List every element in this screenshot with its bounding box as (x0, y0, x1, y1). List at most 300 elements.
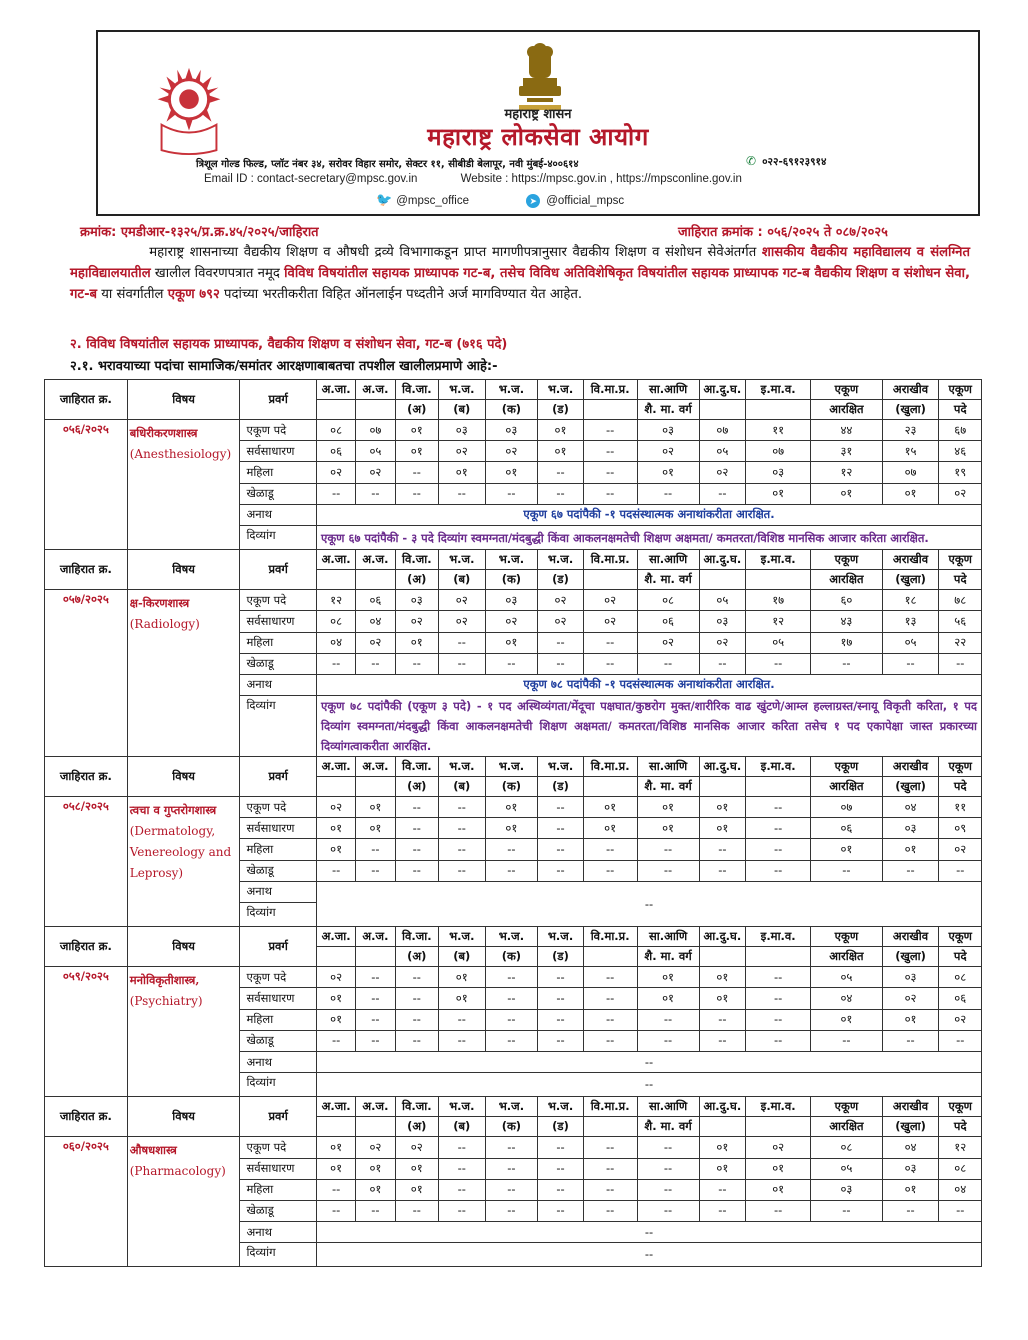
table-cell: ४३ (811, 611, 882, 632)
category-label: सर्वसाधारण (240, 988, 317, 1009)
col-header: आ.दु.घ. (699, 757, 746, 777)
col-header-sub: (ड) (538, 400, 584, 420)
subject-marathi: मनोविकृतीशास्त्र, (129, 973, 200, 988)
table-cell: -- (939, 653, 982, 674)
col-header: आ.दु.घ. (699, 380, 746, 400)
table-cell: ०१ (699, 1158, 746, 1179)
table-cell: -- (316, 1030, 355, 1051)
table-cell: ०८ (939, 1158, 982, 1179)
disability-note: एकूण ७८ पदांपैकी (एकूण ३ पदे) - १ पद अस्थिव्यंगता/मेंदूचा पक्षघात/कुष्ठरोग मुक्त/शारीरिक वाढ खुंटणे/आम्ल हल्लाग्रस्त/स्नायू विकृती करिता, १ पद दिव्यांग स्वमग्नता/मंदबुद्धी किंवा आकलनक्षमतेची शिक्षण अक्षमता/ कमतरता/विशिष्ठ मानसिक आजार करिता तसेच १ पद एकापेक्षा जास्त प्रकारच्या दिव्यांगत्वाकरीता आरक्षित. (316, 696, 981, 757)
advertisement-number: ०५८/२०२५ (45, 797, 128, 927)
twitter-handle[interactable]: @mpsc_office (396, 195, 470, 207)
col-header: इ.मा.व. (746, 757, 811, 777)
table-cell: -- (485, 839, 538, 860)
table-cell: ०१ (485, 797, 538, 818)
orphan-note: -- (316, 881, 981, 926)
col-header-sub: (ब) (439, 570, 486, 590)
table-cell: -- (485, 483, 538, 504)
table-cell: ०१ (583, 797, 637, 818)
table-cell: ०३ (485, 590, 538, 611)
table-cell: -- (485, 653, 538, 674)
table-cell: १२ (316, 590, 355, 611)
table-cell: ०८ (637, 590, 699, 611)
table-cell: ०६ (811, 818, 882, 839)
table-cell: -- (811, 1200, 882, 1221)
col-header-sub: शै. मा. वर्ग (637, 570, 699, 590)
col-header: भ.ज. (538, 550, 584, 570)
table-cell: ०३ (882, 1158, 939, 1179)
table-cell: ०१ (583, 818, 637, 839)
subject-english: (Dermatology, Venereology and Leprosy) (129, 824, 232, 881)
subject-cell (127, 590, 240, 757)
col-header-sub: (अ) (395, 777, 438, 797)
table-cell: ०१ (316, 1009, 355, 1030)
col-header: भ.ज. (485, 1097, 538, 1117)
table-cell: -- (538, 1179, 584, 1200)
table-cell: ०८ (811, 1137, 882, 1158)
table-cell: ७८ (939, 590, 982, 611)
subject-english: (Pharmacology) (129, 1164, 226, 1179)
subject-marathi: त्वचा व गुप्तरोगशास्त्र (129, 803, 217, 818)
col-header-sub: (क) (485, 570, 538, 590)
col-header: आ.दु.घ. (699, 927, 746, 947)
table-cell: -- (746, 967, 811, 988)
table-cell: ०१ (746, 483, 811, 504)
table-cell: -- (439, 839, 486, 860)
col-header-sub: (ड) (538, 777, 584, 797)
table-cell: ०१ (395, 441, 438, 462)
subject-cell (127, 420, 240, 550)
col-adv-header: जाहिरात क्र. (45, 1097, 128, 1137)
table-cell: ०९ (939, 818, 982, 839)
category-label: सर्वसाधारण (240, 818, 317, 839)
table-cell: -- (395, 860, 438, 881)
col-header: अ.ज. (356, 380, 395, 400)
table-cell: -- (637, 1200, 699, 1221)
col-header-sub (356, 400, 395, 420)
disability-note: -- (316, 1073, 981, 1097)
phone (746, 154, 826, 169)
table-cell: ०१ (316, 1137, 355, 1158)
col-header-sub: (ड) (538, 947, 584, 967)
category-label: खेळाडू (240, 653, 317, 674)
col-header: अ.जा. (316, 757, 355, 777)
col-header: अराखीव (882, 1097, 939, 1117)
col-header: भ.ज. (485, 380, 538, 400)
table-cell: ०३ (485, 420, 538, 441)
table-cell: १७ (746, 590, 811, 611)
table-cell: ०५ (882, 632, 939, 653)
table-cell: ०१ (395, 1158, 438, 1179)
category-label: महिला (240, 632, 317, 653)
table-cell: ०१ (538, 420, 584, 441)
reservation-table (44, 379, 982, 1267)
table-cell: -- (637, 839, 699, 860)
table-cell: -- (538, 483, 584, 504)
col-header-sub: पदे (939, 777, 982, 797)
section-2-heading: २. विविध विषयांतील सहायक प्राध्यापक, वैद्यकीय शिक्षण व संशोधन सेवा, गट-ब (७१६ पदे) (70, 337, 508, 352)
telegram-icon: ➤ (526, 194, 540, 208)
reference-number: क्रमांक: एमडीआर-१३२५/प्र.क्र.४५/२०२५/जाहिरात (80, 225, 319, 240)
category-label: एकूण पदे (240, 420, 317, 441)
table-cell: ०२ (637, 632, 699, 653)
table-cell: -- (316, 860, 355, 881)
col-header-sub (316, 400, 355, 420)
table-cell: ०२ (316, 462, 355, 483)
table-cell: -- (699, 1200, 746, 1221)
table-cell: -- (699, 860, 746, 881)
col-header: वि.मा.प्र. (583, 1097, 637, 1117)
col-header: सा.आणि (637, 1097, 699, 1117)
table-cell: १२ (746, 611, 811, 632)
col-header-sub: (खुला) (882, 400, 939, 420)
table-cell: ०१ (316, 1158, 355, 1179)
table-cell: ०२ (356, 632, 395, 653)
col-header-sub: (ब) (439, 777, 486, 797)
table-cell: ११ (746, 420, 811, 441)
table-cell: ०२ (637, 441, 699, 462)
table-cell: -- (439, 1030, 486, 1051)
category-label: दिव्यांग (240, 1243, 317, 1267)
table-cell: ०५ (356, 441, 395, 462)
col-header: इ.मा.व. (746, 550, 811, 570)
col-header-sub (699, 570, 746, 590)
table-cell: -- (699, 483, 746, 504)
orphan-note: -- (316, 1222, 981, 1243)
table-cell: -- (746, 1030, 811, 1051)
intro-bold-2: विविध विषयांतील सहायक प्राध्यापक गट-ब, तसेच विविध अतिविशेषिकृत विषयांतील सहायक प्राध्यापक गट-ब वैद्यकीय शिक्षण व संशोधन सेवा, गट-ब (70, 266, 970, 303)
subject-english: (Psychiatry) (129, 994, 203, 1009)
col-header-sub: पदे (939, 570, 982, 590)
col-header-sub (356, 570, 395, 590)
col-adv-header: जाहिरात क्र. (45, 927, 128, 967)
subject-cell (127, 1137, 240, 1267)
table-cell: -- (583, 462, 637, 483)
table-cell: -- (439, 818, 486, 839)
col-header: एकूण (811, 757, 882, 777)
col-header-sub: आरक्षित (811, 777, 882, 797)
category-label: दिव्यांग (240, 696, 317, 757)
table-cell: ०१ (746, 1158, 811, 1179)
table-cell: ०३ (395, 590, 438, 611)
category-label: महिला (240, 1179, 317, 1200)
table-cell: ०१ (746, 1179, 811, 1200)
col-header-sub (316, 947, 355, 967)
table-cell: १३ (882, 611, 939, 632)
col-header: अ.जा. (316, 550, 355, 570)
table-cell: ०२ (939, 483, 982, 504)
table-cell: -- (939, 1030, 982, 1051)
table-cell: -- (538, 462, 584, 483)
col-header: वि.जा. (395, 757, 438, 777)
col-header-sub: (ड) (538, 570, 584, 590)
table-cell: -- (583, 653, 637, 674)
table-cell: ०१ (356, 818, 395, 839)
table-cell: -- (538, 1030, 584, 1051)
intro-bold-3: एकूण ७९२ (167, 287, 220, 303)
table-cell: ४६ (939, 441, 982, 462)
col-header: अ.ज. (356, 927, 395, 947)
col-header: भ.ज. (485, 550, 538, 570)
table-header-row (45, 927, 982, 947)
table-cell: ०१ (439, 462, 486, 483)
category-label: महिला (240, 462, 317, 483)
table-cell: -- (746, 860, 811, 881)
col-header: वि.जा. (395, 380, 438, 400)
table-cell: -- (395, 1200, 438, 1221)
subject-english: (Anesthesiology) (129, 447, 232, 461)
category-label: दिव्यांग (240, 903, 317, 927)
col-category-header: प्रवर्ग (240, 757, 317, 797)
table-cell: ०१ (538, 441, 584, 462)
subject-english: (Radiology) (129, 617, 200, 632)
table-cell: -- (439, 632, 486, 653)
col-header: वि.जा. (395, 1097, 438, 1117)
letterhead (96, 30, 980, 216)
table-row (45, 420, 982, 441)
table-cell: ०२ (699, 632, 746, 653)
table-cell: ०१ (637, 818, 699, 839)
col-header: भ.ज. (538, 927, 584, 947)
col-header: एकूण (939, 550, 982, 570)
col-header-sub: पदे (939, 1117, 982, 1137)
col-subject-header: विषय (127, 927, 240, 967)
col-header: एकूण (811, 550, 882, 570)
col-header-sub: शै. मा. वर्ग (637, 777, 699, 797)
table-cell: ०५ (699, 441, 746, 462)
col-header-sub (316, 1117, 355, 1137)
table-cell: -- (939, 1200, 982, 1221)
table-cell: -- (538, 988, 584, 1009)
table-cell: ०२ (439, 590, 486, 611)
col-header: आ.दु.घ. (699, 1097, 746, 1117)
category-label: एकूण पदे (240, 590, 317, 611)
table-cell: -- (316, 1200, 355, 1221)
col-header: एकूण (939, 757, 982, 777)
table-cell: -- (356, 1200, 395, 1221)
orphan-note: -- (316, 1051, 981, 1072)
table-cell: ०१ (811, 839, 882, 860)
category-label: महिला (240, 839, 317, 860)
advertisement-number: ०५६/२०२५ (45, 420, 128, 550)
telegram-handle[interactable]: @official_mpsc (546, 195, 625, 207)
table-cell: ०३ (439, 420, 486, 441)
table-cell: -- (485, 1200, 538, 1221)
website-link[interactable]: Website : https://mpsc.gov.in , https://mpsconline.gov.in (460, 173, 742, 185)
table-cell: -- (699, 1030, 746, 1051)
table-cell: १२ (939, 1137, 982, 1158)
table-cell: ०१ (356, 1179, 395, 1200)
category-label: खेळाडू (240, 483, 317, 504)
col-header-sub: (क) (485, 947, 538, 967)
table-cell: ०३ (699, 611, 746, 632)
col-header: आ.दु.घ. (699, 550, 746, 570)
table-cell: ०१ (637, 967, 699, 988)
table-cell: ०४ (811, 988, 882, 1009)
table-cell: -- (356, 860, 395, 881)
col-header-sub: (अ) (395, 400, 438, 420)
table-cell: -- (356, 839, 395, 860)
table-cell: ५६ (939, 611, 982, 632)
col-header-sub: (क) (485, 777, 538, 797)
table-cell: ०३ (746, 462, 811, 483)
category-label: अनाथ (240, 504, 317, 525)
col-header: अ.ज. (356, 757, 395, 777)
table-cell: ०१ (811, 1009, 882, 1030)
table-cell: -- (637, 1179, 699, 1200)
col-adv-header: जाहिरात क्र. (45, 757, 128, 797)
col-header-sub (699, 1117, 746, 1137)
col-header-sub (583, 777, 637, 797)
table-cell: -- (485, 967, 538, 988)
table-row (45, 797, 982, 818)
table-cell: ०१ (637, 797, 699, 818)
col-header-sub (746, 1117, 811, 1137)
table-cell: -- (583, 420, 637, 441)
table-cell: -- (356, 967, 395, 988)
table-cell: २२ (939, 632, 982, 653)
table-cell: ०२ (485, 611, 538, 632)
table-cell: -- (356, 1030, 395, 1051)
table-cell: -- (583, 483, 637, 504)
table-cell: -- (439, 1137, 486, 1158)
table-cell: १५ (882, 441, 939, 462)
col-header: सा.आणि (637, 757, 699, 777)
col-header-sub (356, 777, 395, 797)
table-cell: ०२ (882, 988, 939, 1009)
table-cell: ०१ (439, 967, 486, 988)
col-header: सा.आणि (637, 927, 699, 947)
table-cell: -- (356, 988, 395, 1009)
table-cell: -- (395, 1009, 438, 1030)
col-header-sub (583, 400, 637, 420)
col-adv-header: जाहिरात क्र. (45, 380, 128, 420)
email-link[interactable]: Email ID : contact-secretary@mpsc.gov.in (204, 173, 418, 185)
category-label: अनाथ (240, 1222, 317, 1243)
table-cell: ०६ (356, 590, 395, 611)
col-header: भ.ज. (485, 757, 538, 777)
col-header: इ.मा.व. (746, 927, 811, 947)
table-cell: ०२ (485, 441, 538, 462)
col-header: अराखीव (882, 380, 939, 400)
table-cell: ०७ (699, 420, 746, 441)
table-cell: ३१ (811, 441, 882, 462)
table-cell: ०१ (485, 818, 538, 839)
table-cell: ०२ (583, 611, 637, 632)
table-cell: -- (356, 1009, 395, 1030)
table-cell: ०२ (356, 1137, 395, 1158)
phone-icon: ✆ (746, 154, 757, 168)
table-cell: ०३ (811, 1179, 882, 1200)
social-line (376, 192, 624, 208)
col-category-header: प्रवर्ग (240, 927, 317, 967)
table-cell: ०२ (538, 611, 584, 632)
table-header-row (45, 757, 982, 777)
col-header-sub: (ब) (439, 947, 486, 967)
col-header: अ.ज. (356, 1097, 395, 1117)
table-cell: ०१ (316, 818, 355, 839)
table-cell: -- (583, 839, 637, 860)
table-cell: ०२ (939, 1009, 982, 1030)
advertisement-number: ०५९/२०२५ (45, 967, 128, 1097)
advertisement-range: जाहिरात क्रमांक : ०५६/२०२५ ते ०८७/२०२५ (678, 225, 888, 240)
table-cell: -- (583, 967, 637, 988)
subject-marathi: क्ष-किरणशास्त्र (129, 596, 190, 611)
col-header-sub: पदे (939, 947, 982, 967)
table-cell: ०१ (699, 967, 746, 988)
table-cell: ०१ (485, 632, 538, 653)
table-cell: ०४ (882, 797, 939, 818)
table-cell: -- (583, 1200, 637, 1221)
table-cell: -- (746, 818, 811, 839)
table-cell: ०१ (811, 483, 882, 504)
table-cell: -- (395, 967, 438, 988)
category-label: खेळाडू (240, 1030, 317, 1051)
table-row (45, 967, 982, 988)
table-cell: -- (882, 1200, 939, 1221)
table-cell: ०६ (939, 988, 982, 1009)
twitter-icon: 🐦 (376, 192, 393, 207)
col-header-sub: शै. मा. वर्ग (637, 1117, 699, 1137)
table-cell: -- (583, 1158, 637, 1179)
col-header-sub (746, 947, 811, 967)
table-cell: -- (439, 860, 486, 881)
table-cell: -- (746, 1200, 811, 1221)
col-header: अ.जा. (316, 380, 355, 400)
col-header-sub (583, 570, 637, 590)
table-cell: -- (699, 653, 746, 674)
col-category-header: प्रवर्ग (240, 1097, 317, 1137)
table-cell: ०३ (882, 967, 939, 988)
disability-note: -- (316, 1243, 981, 1267)
intro-text-4: पदांच्या भरतीकरीता विहित ऑनलाईन पध्दतीने अर्ज मागविण्यात येत आहेत. (219, 287, 583, 303)
table-cell: -- (583, 1179, 637, 1200)
table-cell: -- (439, 1009, 486, 1030)
col-header: एकूण (939, 927, 982, 947)
col-header-sub: शै. मा. वर्ग (637, 947, 699, 967)
table-cell: ०५ (811, 967, 882, 988)
col-header-sub: आरक्षित (811, 400, 882, 420)
col-header-sub: आरक्षित (811, 947, 882, 967)
col-header-sub: (क) (485, 400, 538, 420)
category-label: अनाथ (240, 881, 317, 902)
intro-text-3: या संवर्गातील (97, 287, 168, 303)
col-header: भ.ज. (439, 757, 486, 777)
intro-text-1: महाराष्ट्र शासनाच्या वैद्यकीय शिक्षण व औषधी द्रव्ये विभागाकडून प्राप्त मागणीपत्रानुसार वैद्यकीय शिक्षण व संशोधन सेवेअंतर्गत (149, 245, 762, 260)
table-cell: -- (538, 818, 584, 839)
table-cell: -- (439, 483, 486, 504)
table-cell: -- (538, 1009, 584, 1030)
table-cell: -- (538, 967, 584, 988)
table-cell: -- (538, 797, 584, 818)
col-header-sub: पदे (939, 400, 982, 420)
col-subject-header: विषय (127, 550, 240, 590)
table-cell: ०१ (395, 632, 438, 653)
table-cell: ०१ (316, 839, 355, 860)
col-header: भ.ज. (538, 757, 584, 777)
table-cell: -- (637, 1030, 699, 1051)
col-header: इ.मा.व. (746, 380, 811, 400)
table-cell: -- (538, 632, 584, 653)
col-header: एकूण (811, 1097, 882, 1117)
col-header: वि.मा.प्र. (583, 927, 637, 947)
col-category-header: प्रवर्ग (240, 380, 317, 420)
orphan-note: एकूण ७८ पदांपैकी -१ पदसंस्थात्मक अनाथांकरीता आरक्षित. (316, 674, 981, 695)
category-label: एकूण पदे (240, 797, 317, 818)
table-cell: ०१ (637, 988, 699, 1009)
intro-bold-1: शासकीय वैद्यकीय महाविद्यालय व संलग्नित महाविद्यालयातील (70, 245, 971, 282)
table-cell: -- (939, 860, 982, 881)
